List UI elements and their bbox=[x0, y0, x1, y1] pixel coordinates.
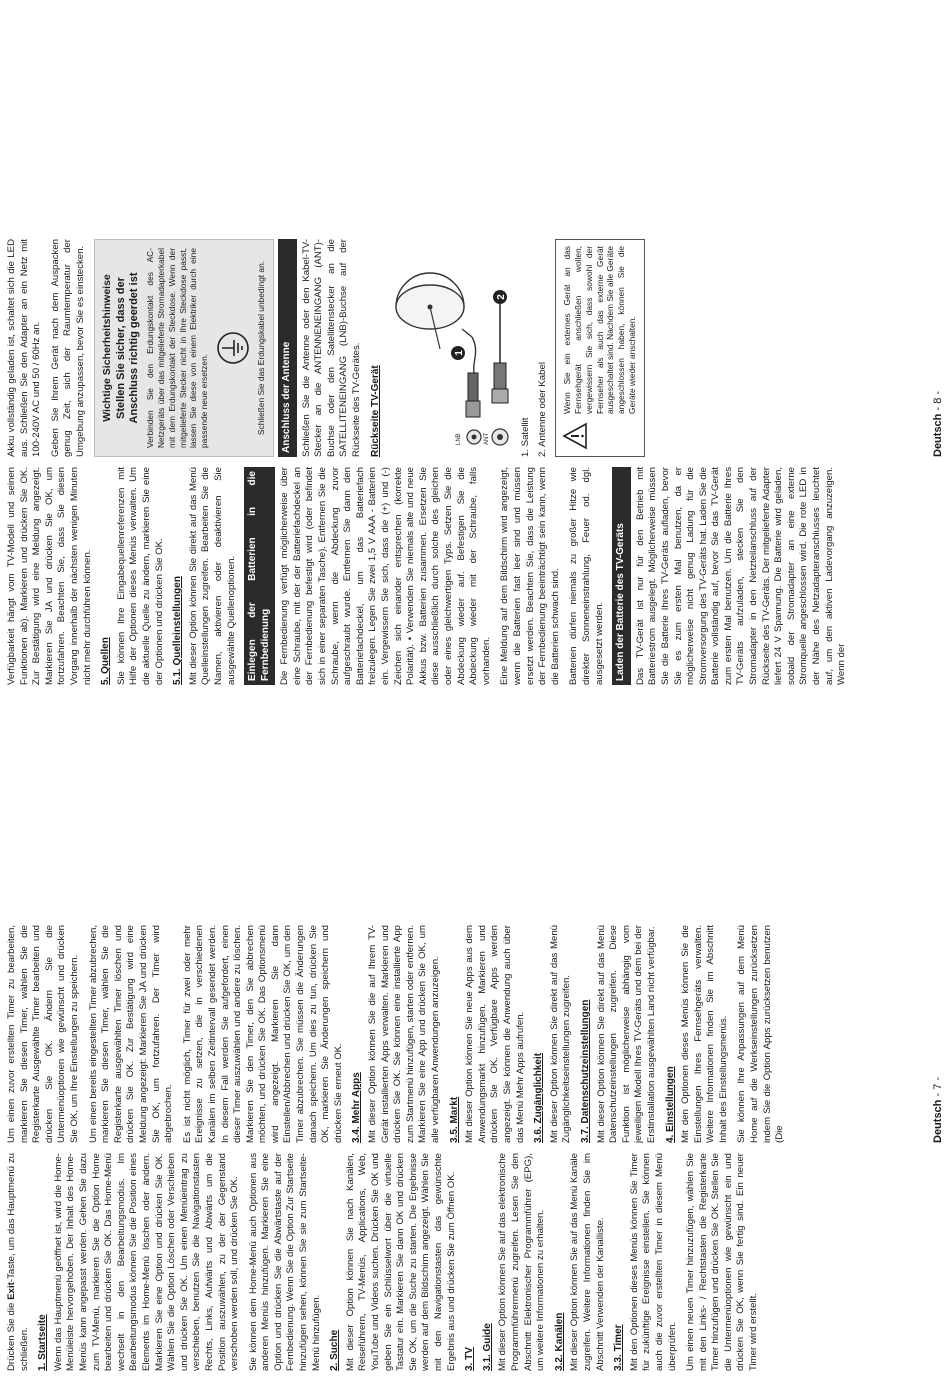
page-8 bbox=[0, 0, 950, 689]
callout-1-label: 1 bbox=[454, 350, 466, 356]
page7-column-1 bbox=[6, 1153, 767, 1371]
heading-text: Startseite bbox=[37, 1314, 49, 1360]
paragraph: Mit dieser Option können Sie nach Kanälen, Reiseführern, TV-Menüs, Applications, Web, YouTube und Videos suchen. Drücken Sie OK und geben Sie ein Schlüsselwort über die virtuelle Tastatur ein. Markieren Sie dann OK und drücken Sie OK, um die Suche zu starten. Die Ergebnisse werden auf dem Bildschirm angezeigt. Wählen Sie mit den Navigationstasten das gewünschte Ergebnis aus und drücken Sie zum Öffnen OK. bbox=[344, 1153, 457, 1371]
heading-timer bbox=[613, 1153, 626, 1371]
ant-label: ANT bbox=[484, 433, 491, 445]
page7-column-2 bbox=[6, 925, 793, 1143]
antenna-diagram-svg bbox=[388, 239, 516, 457]
paragraph: Um einen bereits eingestellten Timer abzubrechen, markieren Sie diesen Timer, wählen Sie die Registerkarte ausgewählten Timer löschen und drücken Sie OK. Zur Bestätigung wird eine Meldung angezeigt: Markieren Sie JA und drücken Sie OK, um fortzufahren. Der Timer wird abgebrochen. bbox=[87, 925, 175, 1143]
section-bar-batterien: Einlegen der Batterien in die Fernbedienung bbox=[244, 467, 275, 685]
heading-text: Datenschutzeinstellungen bbox=[579, 999, 591, 1124]
text-bold: Exit bbox=[6, 1282, 17, 1300]
paragraph: Schließen Sie die Antenne oder den Kabel-TV-Stecker an die ANTENNENEINGANG (ANT)-Buchse oder den Satellitenstecker an die SATELLITENEINGANG (LNB)-Buchse auf der Rückseite des TV-Gerätes. bbox=[300, 239, 362, 457]
heading-text: Kanälen bbox=[553, 1312, 565, 1352]
paragraph bbox=[6, 1153, 31, 1371]
heading-rueckseite bbox=[370, 239, 383, 457]
paragraph: Eine Meldung auf dem Bildschirm wird angezeigt, wenn die Batterien fast leer sind und müssen ersetzt werden. Beachten Sie, dass die Leistung der Fernbedienung beeinträchtigt sein kann, wenn die Batterien schwach sind. bbox=[499, 467, 561, 685]
warning-body: Verbinden Sie den Erdungskontakt des AC-Netzgeräts über das mitgelieferte Stromadapterkabel mit dem Erdungskontakt der Steckdose. Wenn der mitgelieferte Stecker nicht in Ihre Steckdose passt, lassen Sie diese von einem Elektriker durch eine passende neue ersetzen. bbox=[145, 248, 210, 448]
heading-number: 3. bbox=[464, 1359, 476, 1371]
list-item: 1. Satellit bbox=[520, 417, 532, 457]
heading-text: TV bbox=[464, 1347, 476, 1360]
heading-text: Suche bbox=[329, 1329, 341, 1360]
paragraph: Verfügbarkeit hängt vom TV-Modell und seinen Funktionen ab). Markieren und drücken Sie OK. Zur Bestätigung wird eine Meldung angezeigt. Markieren Sie JA und drücken Sie OK, um fortzufahren. Beachten Sie, dass Sie diesen Vorgang innerhalb der nächsten wenigen Minuten nicht mehr durchführen können. bbox=[6, 467, 93, 685]
paragraph: Sie können dem Home-Menü auch Optionen aus anderen Menüs hinzufügen. Markieren Sie eine Option und drücken Sie die Abwärtstaste auf der Fernbedienung. Wenn Sie die Option Zur Startseite hinzufügen sehen, können Sie sie zum Startseite-Menü hinzufügen. bbox=[247, 1153, 322, 1371]
paragraph: Wenn das Hauptmenü geöffnet ist, wird die Home-Menüleiste hervorgehoben. Der Inhalt des Home-Menüs kann angepasst werden. Gehen Sie dazu zum TV-Menü, markieren Sie die Option Home bearbeiten und drücken Sie OK. Das Home-Menü wechselt in den Bearbeitungsmodus. Im Bearbeitungsmodus können Sie die Position eines Elements im Home-Menü löschen oder ändern. Markieren Sie eine Option und drücken Sie OK. Wählen Sie die Option Löschen oder Verschieben und drücken Sie OK. Um einen Menüeintrag zu verschieben, benutzen Sie die Navigationstasten Rechts, Links, Aufwärts und Abwärts um die Position auszuwählen, zu der der Gegenstand verschoben werden soll, und drücken Sie OK. bbox=[52, 1153, 241, 1371]
warning-subtitle: Stellen Sie sicher, dass der Anschluss richtig geerdet ist bbox=[115, 272, 141, 424]
heading-datenschutz bbox=[580, 925, 593, 1143]
paragraph: Mit dieser Option können Sie die auf Ihrem TV-Gerät installierten Apps verwalten. Markieren und drücken Sie OK. Sie können eine installierte App zum Startmenü hinzufügen, starten oder entfernen. Markieren Sie eine App und drücken Sie OK, um alle verfügbaren Anwendungen anzuzeigen. bbox=[367, 925, 441, 1143]
paragraph: Mit dieser Option können Sie neue Apps aus dem Anwendungsmarkt hinzufügen. Markieren und drücken Sie OK. Verfügbare Apps werden angezeigt. Sie können die Anwendung auch über das Menü Mehr Apps aufrufen. bbox=[464, 925, 526, 1143]
heading-number: 3.5. bbox=[448, 1123, 460, 1143]
heading-guide bbox=[482, 1153, 495, 1371]
paragraph: Die Fernbedienung verfügt möglicherweise über eine Schraube, mit der der Batteriefachdeckel an der Fernbedienung befestigt wird (oder befindet sich in einer separaten Tasche). Entfernen Sie die Schraube, wenn die Abdeckung zuvor aufgeschraubt wurde. Entfernen Sie dann den Batteriefachdeckel, um das Batteriefach freizulegen. Legen Sie zwei 1,5 V AAA - Batterien ein. Vergewissern Sie sich, dass die (+) und (-) Zeichen sich einander entsprechen (korrekte Polarität). • Verwenden Sie niemals alte und neue Akkus bzw. Batterien zusammen. Ersetzen Sie diese ausschließlich durch solche des gleichen oder eines gleichwertigen Typs. Setzen Sie die Abdeckung wieder auf. Befestigen Sie die Abdeckung wieder mit der Schraube, falls vorhanden. bbox=[279, 467, 492, 685]
antenna-legend-list bbox=[520, 239, 549, 457]
heading-text: Mehr Apps bbox=[351, 1072, 363, 1124]
paragraph: Geben Sie Ihrem Gerät nach dem Auspacken genug Zeit, sich der Raumtemperatur der Umgebung anzupassen, bevor Sie es einstecken. bbox=[49, 239, 86, 457]
footer-language: Deutsch bbox=[932, 413, 944, 457]
text: -Taste, um das Hauptmenü zu schließen. bbox=[6, 1152, 30, 1371]
page-number: - 8 - bbox=[932, 390, 944, 411]
lnb-connector-icon bbox=[466, 373, 480, 417]
callout-2-label: 2 bbox=[496, 294, 508, 300]
paragraph: Mit dieser Option können Sie direkt auf das Menü Quelleinstellungen zugreifen. Bearbeiten Sie die Namen, aktivieren oder deaktivieren Sie ausgewählte Quellenoptionen. bbox=[187, 467, 237, 685]
warning-title: Wichtige Sicherheitshinweise bbox=[100, 274, 113, 422]
paragraph: Mit dieser Option können Sie direkt auf das Menü Zugänglichkeitseinstellungen zugreifen. bbox=[548, 925, 573, 1143]
paragraph: Mit den Optionen dieses Menüs können Sie Timer für zukünftige Ereignisse einstellen. Sie können auch die zuvor erstellten Timer in diesem Menü überprüfen. bbox=[628, 1153, 678, 1371]
heading-startseite bbox=[37, 1153, 50, 1371]
heading-number: 4. bbox=[664, 1131, 676, 1143]
caution-box bbox=[555, 239, 645, 457]
paragraph: Mit den Optionen dieses Menüs können Sie die Einstellungen Ihres Fernsehgeräts verwalten. Weitere Informationen finden Sie im Abschnitt Inhalt des Einstellungsmenüs. bbox=[680, 925, 729, 1143]
lnb-label: LNB bbox=[456, 433, 463, 445]
warning-triangle-icon bbox=[562, 422, 638, 450]
heading-text: Quellen bbox=[100, 637, 112, 674]
heading-text: Einstellungen bbox=[664, 1066, 676, 1132]
footer-language: Deutsch bbox=[932, 1099, 944, 1143]
paragraph: Mit dieser Option können Sie auf das elektronische Programmführermenü zugreifen. Lesen Sie den Abschnitt Elektronischer Programmführer (EPG), um weitere Informationen zu erhalten. bbox=[497, 1153, 547, 1371]
heading-number: 3.1. bbox=[481, 1351, 493, 1371]
heading-number: 3.7. bbox=[579, 1123, 591, 1143]
page7-footer bbox=[932, 1077, 944, 1143]
heading-einstellungen bbox=[665, 925, 678, 1143]
heading-quelleinstellungen bbox=[172, 467, 185, 685]
list-item: 2. Antenne oder Kabel bbox=[536, 362, 548, 457]
safety-warning-box bbox=[94, 239, 274, 457]
heading-number: 3.4. bbox=[351, 1123, 363, 1143]
paragraph: Sie können Ihre Eingabequellenreferenzen mit Hilfe der Optionen dieses Menüs verwalten. Um die aktuelle Quelle zu ändern, markieren Sie eine der Optionen und drücken Sie OK. bbox=[115, 467, 165, 685]
heading-zugaenglichkeit bbox=[533, 925, 546, 1143]
heading-number: 5. bbox=[100, 673, 112, 685]
heading-text: Zugänglichkeit bbox=[533, 1052, 545, 1124]
heading-number: 3.6. bbox=[533, 1123, 545, 1143]
heading-number: 5.1. bbox=[172, 665, 184, 685]
paragraph: Um einen neuen Timer hinzuzufügen, wählen Sie mit den Links- / Rechtstasten die Registerkarte Timer hinzufügen und drücken Sie OK. Stellen Sie die Untermenüoptionen wie gewünscht ein und drücken Sie OK, wenn Sie fertig sind. Ein neuer Timer wird erstellt. bbox=[685, 1153, 760, 1371]
page-number: - 7 - bbox=[932, 1076, 944, 1097]
paragraph: Um einen zuvor erstellten Timer zu bearbeiten, markieren Sie diesen Timer, wählen Sie die Registerkarte Ausgewählte Timer bearbeiten und drücken Sie OK. Ändern Sie die Untermenüoptionen wie gewünscht und drücken Sie OK, um Ihre Einstellungen zu speichern. bbox=[6, 925, 80, 1143]
paragraph: Mit dieser Option können Sie direkt auf das Menü Datenschutzeinstellungen zugreifen. Diese Funktion ist möglicherweise abhängig vom jeweiligen Modell Ihres TV-Geräts und dem bei der Erstinstallation ausgewählten Land nicht verfügbar. bbox=[595, 925, 657, 1143]
heading-text: Guide bbox=[481, 1323, 493, 1352]
heading-suche bbox=[329, 1153, 342, 1371]
page8-column-1 bbox=[6, 467, 855, 685]
paragraph: Sie können Ihre Anpassungen auf dem Menü Home auf die Werkseinstellungen zurücksetzen indem Sie die Option Apps zurücksetzen benutzen (Die bbox=[736, 925, 786, 1143]
heading-tv bbox=[464, 1153, 477, 1371]
text: Drücken Sie die bbox=[6, 1299, 17, 1371]
page8-footer bbox=[932, 391, 944, 457]
ground-symbol-icon bbox=[216, 248, 250, 448]
caution-text: Wenn Sie ein externes Gerät an das Fernsehgerät anschließen wollen, vergewissern Sie sich, dass sowohl der Fernseher als auch das externe Gerät ausgeschaltet sind. Nachdem Sie alle Geräte angeschlossen haben, können Sie die Geräte wieder anschalten. bbox=[562, 246, 638, 414]
heading-text: Quelleinstellungen bbox=[172, 576, 184, 666]
page8-column-2 bbox=[6, 239, 645, 457]
page-7 bbox=[0, 689, 950, 1379]
paragraph: Akku vollständig geladen ist, schaltet sich die LED aus. Schließen Sie den Adapter an ein Netz mit 100-240V AC und 50 / 60Hz an. bbox=[6, 239, 43, 457]
section-bar-laden: Laden der Batterie des TV-Geräts bbox=[612, 467, 631, 685]
section-bar-antenne: Anschluss der Antenne bbox=[278, 239, 297, 457]
warning-caption: Schließen Sie das Erdungskabel unbedingt an. bbox=[255, 260, 266, 436]
paragraph: Das TV-Gerät ist nur für den Betrieb mit Batteriestrom ausgelegt. Möglicherweise müssen Sie die Batterie Ihres TV-Geräts aufladen, bevor Sie es zum ersten Mal benutzen, da er möglicherweise nicht genug Ladung für die Stromversorgung des TV-Geräts hat. Laden Sie die Batterie vollständig auf, bevor Sie das TV-Gerät zum ersten Mal benutzen. Um die Batterie Ihres TV-Geräts aufzuladen, stecken Sie den Stromadapter in den Netzteilanschluss auf der Rückseite des TV-Geräts. Der mitgelieferte Adapter liefert 24 V Spannung. Die Batterie wird geladen, sobald der Stromadapter an eine externe Stromquelle angeschlossen wird. Die rote LED in der Nähe des Netzadapteranschlusses leuchtet auf, um den aktiven Ladevorgang anzuzeigen. Wenn der bbox=[634, 467, 848, 685]
paragraph: Es ist nicht möglich, Timer für zwei oder mehr Ereignisse zu setzen, die in verschiedenen Kanälen im selben Zeitintervall gesendet werden. In diesem Fall werden Sie aufgefordert, einen dieser Timer auszuwählen und andere zu löschen. Markieren Sie den Timer, den Sie abbrechen möchten, und drücken Sie OK. Das Optionsmenü wird angezeigt. Markieren Sie dann Einstellen/Abbrechen und drücken Sie OK, um den Timer abzubrechen. Sie müssen die Änderungen danach speichern. Um dies zu tun, drücken Sie OK, markieren Sie Änderungen speichern und drücken Sie erneut OK. bbox=[181, 925, 344, 1143]
heading-mehr-apps bbox=[351, 925, 364, 1143]
heading-number: 2. bbox=[329, 1359, 341, 1371]
heading-number: 3.2. bbox=[553, 1351, 565, 1371]
paragraph: Batterien dürfen niemals zu großer Hitze wie direkter Sonneneinstrahlung, Feuer od. dgl. ausgesetzt werden. bbox=[568, 467, 605, 685]
heading-text: Markt bbox=[448, 1096, 460, 1124]
heading-number: 3.3. bbox=[613, 1351, 625, 1371]
heading-number: 1. bbox=[37, 1359, 49, 1371]
antenna-connector-icon bbox=[492, 317, 508, 403]
antenna-connection-diagram bbox=[388, 239, 516, 457]
paragraph: Mit dieser Option können Sie auf das Menü Kanäle zugreifen. Weitere Informationen finden Sie im Abschnitt Verwenden der Kanalliste. bbox=[569, 1153, 606, 1371]
satellite-dish-icon bbox=[396, 273, 472, 349]
heading-text: Timer bbox=[613, 1324, 625, 1352]
heading-markt bbox=[449, 925, 462, 1143]
heading-quellen bbox=[100, 467, 113, 685]
heading-text: Rückseite TV-Gerät bbox=[369, 365, 381, 457]
heading-kanaele bbox=[554, 1153, 567, 1371]
